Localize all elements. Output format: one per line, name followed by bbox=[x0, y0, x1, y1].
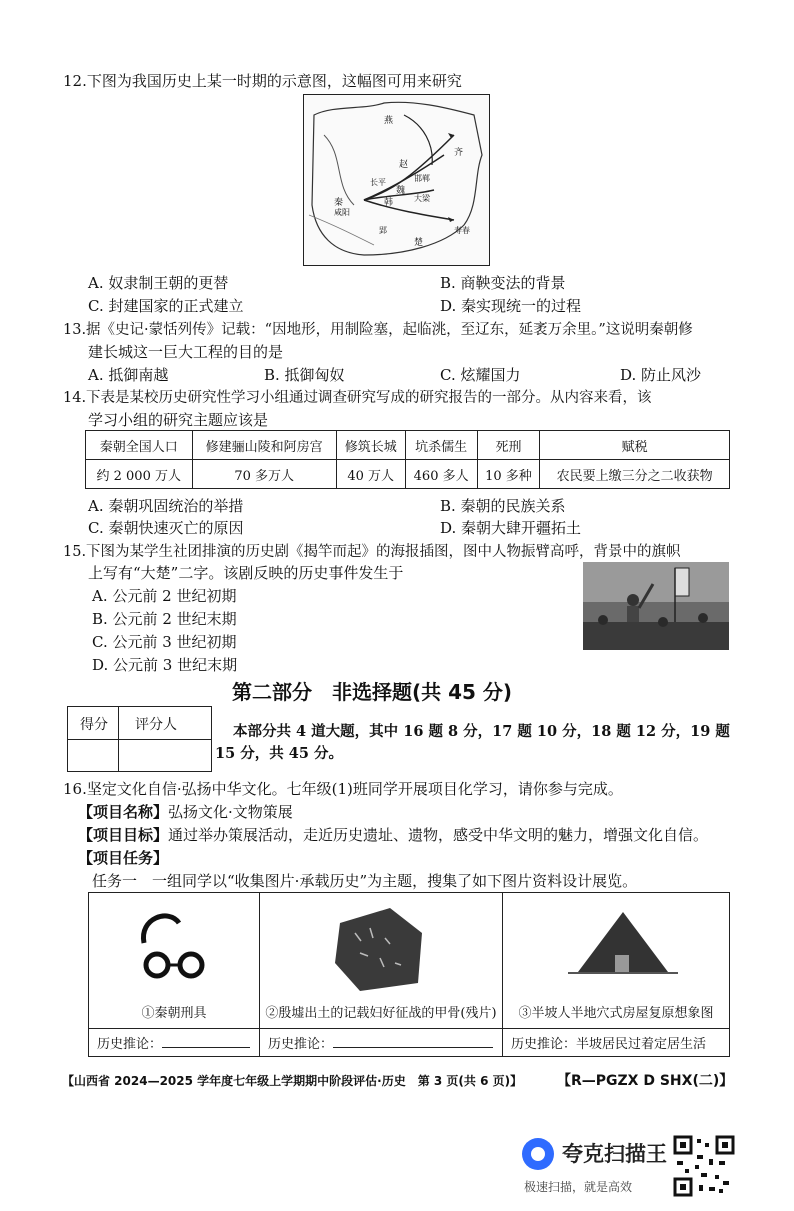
q15-option-b: B. 公元前 2 世纪末期 bbox=[92, 610, 237, 628]
exhibit-cell bbox=[89, 893, 260, 1029]
q15-stem-line2: 上写有“大楚”二字。该剧反映的历史事件发生于 bbox=[88, 564, 404, 582]
q13-option-a: A. 抵御南越 bbox=[88, 366, 169, 384]
q12-option-a: A. 奴隶制王朝的更替 bbox=[88, 274, 229, 292]
inference-cell bbox=[89, 1029, 260, 1057]
q15-poster-image bbox=[583, 562, 729, 650]
project-name-text: 弘扬文化·文物策展 bbox=[168, 803, 293, 821]
qr-code-icon bbox=[673, 1135, 735, 1197]
score-box bbox=[67, 706, 212, 772]
exhibit-caption: ②殷墟出土的记载妇好征战的甲骨(残片) bbox=[265, 1006, 497, 1021]
project-name-tag: 【项目名称】 bbox=[78, 803, 169, 821]
footer-right: 【R—PGZX D SHX(二)】 bbox=[557, 1073, 734, 1089]
score-label: 得分 bbox=[80, 717, 108, 733]
q13-stem-line2: 建长城这一巨大工程的目的是 bbox=[88, 343, 284, 361]
q14-stem-line2: 学习小组的研究主题应该是 bbox=[88, 411, 269, 429]
table-cell: 10 多种 bbox=[477, 460, 540, 489]
q16-project-name bbox=[78, 801, 293, 822]
q14-option-c: C. 秦朝快速灭亡的原因 bbox=[88, 519, 244, 537]
map-label: 楚 bbox=[414, 238, 424, 248]
oracle-bone-icon bbox=[330, 903, 430, 995]
part2-intro-line2: 15 分，共 45 分。 bbox=[215, 745, 344, 762]
exhibit-cell bbox=[503, 893, 730, 1029]
map-label: 咸阳 bbox=[334, 208, 350, 217]
q15-stem-line1: 15.下图为某学生社团排演的历史剧《揭竿而起》的海报插图，图中人物振臂高呼，背景中的旗帜 bbox=[63, 544, 681, 560]
table-header-row bbox=[86, 431, 730, 460]
project-task-tag: 【项目任务】 bbox=[78, 849, 169, 867]
inference-label: 历史推论： bbox=[268, 1037, 334, 1052]
project-goal-text: 通过举办策展活动，走近历史遗址、遗物，感受中华文明的魅力，增强文化自信。 bbox=[168, 826, 709, 844]
exhibit-caption: ①秦朝刑具 bbox=[141, 1006, 207, 1021]
q14-option-b: B. 秦朝的民族关系 bbox=[440, 497, 566, 515]
q14-table bbox=[85, 430, 730, 489]
table-cell: 40 万人 bbox=[336, 460, 405, 489]
map-label: 赵 bbox=[399, 160, 409, 170]
table-header-cell: 修筑长城 bbox=[336, 431, 405, 460]
map-illustration bbox=[304, 95, 489, 265]
q16-exhibit-table bbox=[88, 892, 730, 1057]
q16-task1: 任务一 一组同学以“收集图片·承载历史”为主题，搜集了如下图片资料设计展览。 bbox=[92, 872, 638, 890]
table-header-cell: 修建骊山陵和阿房宫 bbox=[192, 431, 336, 460]
project-goal-tag: 【项目目标】 bbox=[78, 826, 169, 844]
q13-option-b: B. 抵御匈奴 bbox=[264, 366, 345, 384]
q12-stem: 12.下图为我国历史上某一时期的示意图，这幅图可用来研究 bbox=[63, 72, 462, 90]
scanner-logo-icon bbox=[522, 1138, 554, 1170]
table-header-cell: 坑杀儒生 bbox=[405, 431, 477, 460]
qr-code-graphic bbox=[673, 1135, 735, 1197]
part2-title: 第二部分 非选择题(共 45 分) bbox=[232, 680, 513, 704]
map-label: 韩 bbox=[384, 198, 394, 208]
table-header-cell: 秦朝全国人口 bbox=[86, 431, 193, 460]
exhibit-caption: ③半坡人半地穴式房屋复原想象图 bbox=[518, 1006, 714, 1021]
q15-option-c: C. 公元前 3 世纪初期 bbox=[92, 633, 237, 651]
q13-option-d: D. 防止风沙 bbox=[620, 366, 702, 384]
map-label: 郢 bbox=[379, 226, 387, 235]
map-label: 长平 bbox=[370, 178, 386, 187]
exhibit-cell bbox=[260, 893, 503, 1029]
inference-cell bbox=[260, 1029, 503, 1057]
hut-icon bbox=[563, 907, 683, 987]
q14-stem-line1: 14.下表是某校历史研究性学习小组通过调查研究写成的研究报告的一部分。从内容来看，该 bbox=[63, 390, 652, 406]
q12-option-c: C. 封建国家的正式建立 bbox=[88, 297, 244, 315]
watermark-slogan: 极速扫描，就是高效 bbox=[524, 1180, 633, 1194]
q16-stem: 16.坚定文化自信·弘扬中华文化。七年级(1)班同学开展项目化学习，请你参与完成。 bbox=[63, 780, 623, 798]
map-label: 寿春 bbox=[454, 226, 470, 235]
q15-option-d: D. 公元前 3 世纪末期 bbox=[92, 656, 238, 674]
map-label: 大梁 bbox=[414, 194, 430, 203]
drama-scene-illustration bbox=[583, 562, 729, 650]
table-cell: 约 2 000 万人 bbox=[86, 460, 193, 489]
grader-label: 评分人 bbox=[135, 717, 177, 733]
shackles-icon bbox=[129, 903, 219, 993]
part2-intro-line1: 本部分共 4 道大题，其中 16 题 8 分，17 题 10 分，18 题 12 分，19 题 bbox=[233, 723, 730, 740]
q12-map bbox=[303, 94, 490, 266]
q14-option-d: D. 秦朝大肆开疆拓土 bbox=[440, 519, 582, 537]
q12-option-d: D. 秦实现统一的过程 bbox=[440, 297, 582, 315]
map-label: 秦 bbox=[334, 198, 344, 208]
table-cell: 460 多人 bbox=[405, 460, 477, 489]
table-row bbox=[86, 460, 730, 489]
map-label: 齐 bbox=[454, 148, 464, 158]
inference-label: 历史推论： bbox=[97, 1037, 163, 1052]
table-cell: 70 多万人 bbox=[192, 460, 336, 489]
q13-stem-line1: 13.据《史记·蒙恬列传》记载：“因地形，用制险塞，起临洮，至辽东，延袤万余里。”这说明秦朝修 bbox=[63, 322, 693, 338]
watermark-brand: 夸克扫描王 bbox=[562, 1142, 667, 1166]
q15-option-a: A. 公元前 2 世纪初期 bbox=[92, 587, 237, 605]
q14-option-a: A. 秦朝巩固统治的举措 bbox=[88, 497, 244, 515]
q16-project-goal bbox=[78, 824, 708, 845]
table-cell: 农民要上缴三分之二收获物 bbox=[540, 460, 730, 489]
map-label: 燕 bbox=[384, 116, 394, 126]
table-header-cell: 赋税 bbox=[540, 431, 730, 460]
footer-left: 【山西省 2024—2025 学年度七年级上学期期中阶段评估·历史 第 3 页(共 6 页)】 bbox=[62, 1074, 523, 1088]
inference-cell: 历史推论：半坡居民过着定居生活 bbox=[503, 1029, 730, 1057]
q13-option-c: C. 炫耀国力 bbox=[440, 366, 521, 384]
map-label: 邯郸 bbox=[414, 174, 430, 183]
q12-option-b: B. 商鞅变法的背景 bbox=[440, 274, 566, 292]
table-header-cell: 死刑 bbox=[477, 431, 540, 460]
map-label: 魏 bbox=[396, 186, 406, 196]
